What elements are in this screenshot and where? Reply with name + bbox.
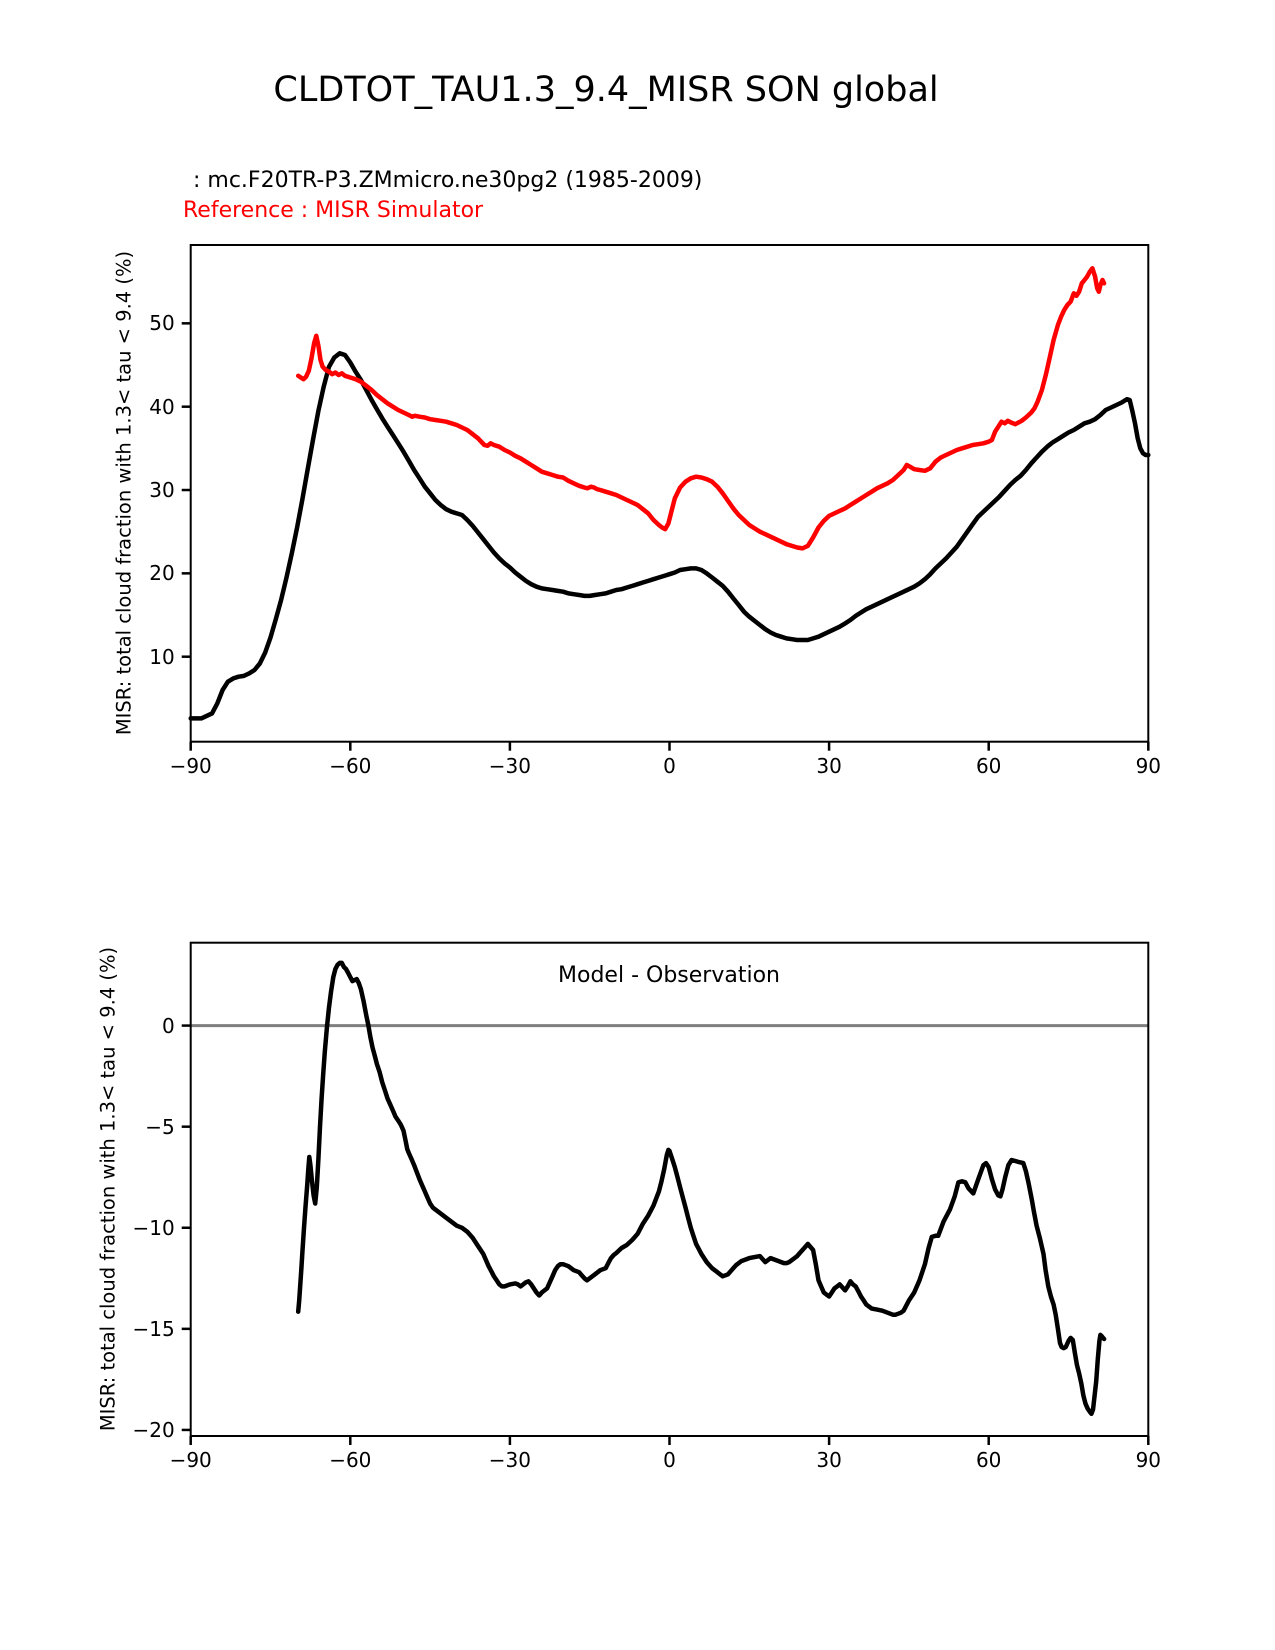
x-tick-label: −60 (329, 1448, 372, 1472)
y-tick-label: −5 (145, 1114, 175, 1139)
y-tick-label: 30 (149, 478, 175, 503)
x-tick-label: −60 (329, 753, 372, 778)
y-tick-label: 20 (149, 561, 175, 586)
x-tick-label: −90 (169, 1448, 212, 1472)
model-subtitle: : mc.F20TR-P3.ZMmicro.ne30pg2 (1985-2009) (193, 168, 703, 193)
bottom-y-axis-label: MISR: total cloud fraction with 1.3< tau < 9.4 (%) (96, 947, 120, 1432)
x-tick-label: −90 (169, 753, 212, 778)
y-tick-label: −15 (132, 1316, 175, 1341)
model-line (191, 353, 1149, 718)
x-tick-label: 0 (663, 753, 676, 778)
x-tick-label: 90 (1135, 1448, 1162, 1472)
y-tick-label: −10 (132, 1215, 175, 1240)
bottom-panel-title: Model - Observation (558, 963, 780, 988)
reference-subtitle: Reference : MISR Simulator (183, 198, 484, 223)
x-tick-label: 60 (975, 753, 1002, 778)
x-tick-label: 60 (975, 1448, 1002, 1472)
reference-line (298, 268, 1104, 548)
y-tick-label: 40 (149, 394, 175, 419)
y-tick-label: 0 (161, 1013, 175, 1038)
x-tick-label: 90 (1135, 753, 1162, 778)
y-tick-label: −20 (132, 1417, 175, 1442)
x-tick-label: 0 (663, 1448, 676, 1472)
difference-line (298, 963, 1104, 1414)
figure-title: CLDTOT_TAU1.3_9.4_MISR SON global (273, 70, 939, 110)
y-tick-label: 50 (149, 311, 175, 336)
x-tick-label: 30 (816, 753, 842, 778)
x-tick-label: −30 (488, 1448, 531, 1472)
x-tick-label: 30 (816, 1448, 842, 1472)
top-y-axis-label: MISR: total cloud fraction with 1.3< tau < 9.4 (%) (112, 251, 136, 736)
y-tick-label: 10 (149, 644, 175, 669)
x-tick-label: −30 (488, 753, 531, 778)
